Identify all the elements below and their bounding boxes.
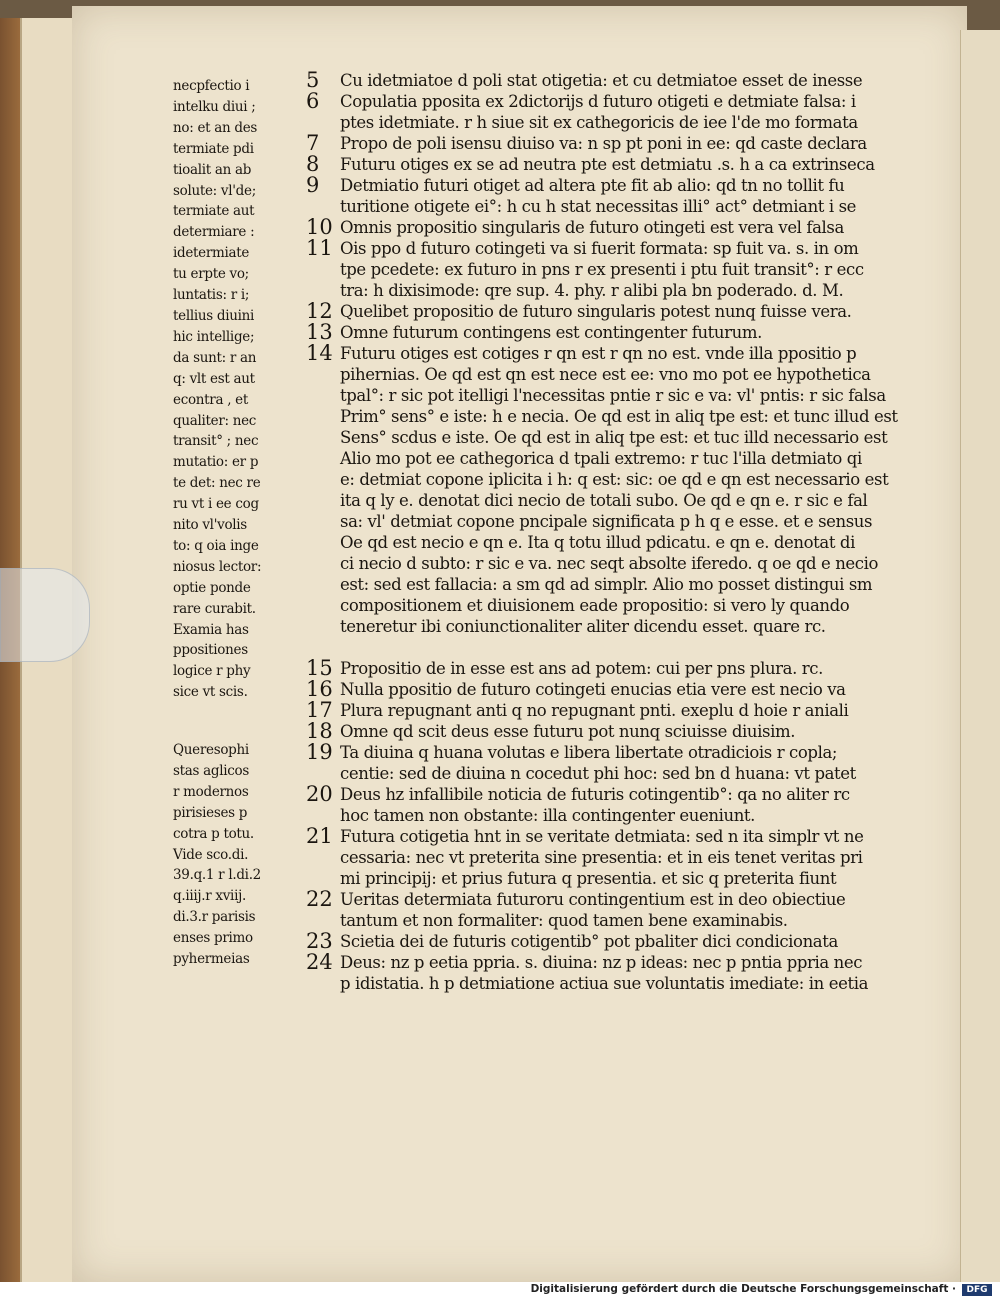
proposition-number: 10: [306, 215, 333, 239]
gloss-line: econtra , et: [173, 391, 248, 408]
gloss-line: solute: vl'de;: [173, 182, 256, 199]
line-text: Scietia dei de futuris cotigentib° pot pbaliter dici condicionata: [340, 932, 838, 951]
gloss-line: nito vl'volis: [173, 517, 247, 534]
text-line: [306, 301, 966, 322]
line-text: Alio mo pot ee cathegorica d tpali extremo: r tuc l'illa detmiato qi: [340, 449, 862, 468]
gloss-line: da sunt: r an: [173, 349, 257, 366]
line-text: tpe pcedete: ex futuro in pns r ex presenti i ptu fuit transit°: r ecc: [340, 260, 864, 279]
line-text: Ois ppo d futuro cotingeti va si fuerit formata: sp fuit va. s. in om: [340, 239, 859, 258]
line-text: centie: sed de diuina n cocedut phi hoc: sed bn d huana: vt patet: [340, 764, 856, 783]
gloss-line: stas aglicos: [173, 762, 249, 779]
proposition-number: 24: [306, 950, 333, 974]
proposition-number: 19: [306, 740, 333, 764]
gloss-line: sice vt scis.: [173, 684, 248, 701]
main-text-column: [306, 70, 966, 994]
gloss-line: hic intellige;: [173, 328, 255, 345]
gloss-line: optie ponde: [173, 579, 251, 596]
line-text: hoc tamen non obstante: illa contingenter eueniunt.: [340, 806, 756, 825]
text-line: [306, 490, 966, 511]
line-text: Propo de poli isensu diuiso va: n sp pt poni in ee: qd caste declara: [340, 134, 867, 153]
gloss-line: mutatio: er p: [173, 454, 259, 471]
line-text: pihernias. Oe qd est qn est nece est ee: vno mo pot ee hypothetica: [340, 365, 871, 384]
proposition-number: 14: [306, 341, 333, 365]
gloss-line: di.3.r parisis: [173, 909, 256, 926]
line-text: Deus hz infallibile noticia de futuris cotingentib°: qa no aliter rc: [340, 785, 850, 804]
gloss-line: rare curabit.: [173, 600, 256, 617]
text-line: [306, 952, 966, 973]
gloss-line: intelku diui ;: [173, 98, 256, 115]
gloss-line: logice r phy: [173, 663, 251, 680]
text-line: [306, 742, 966, 763]
gloss-line: pirisieses p: [173, 804, 248, 821]
gloss-line: pyhermeias: [173, 951, 250, 968]
gloss-line: Vide sco.di.: [173, 846, 249, 863]
scanner-clip: [0, 568, 90, 662]
line-text: compositionem et diuisionem eade propositio: si vero ly quando: [340, 596, 850, 615]
proposition-number: 13: [306, 320, 333, 344]
proposition-number: 16: [306, 677, 333, 701]
dfg-logo: DFG: [962, 1284, 992, 1296]
text-line: [306, 364, 966, 385]
text-line: [306, 91, 966, 112]
proposition-number: 12: [306, 299, 333, 323]
line-text: cessaria: nec vt preterita sine presentia: et in eis tenet veritas pri: [340, 848, 863, 867]
text-line: [306, 973, 966, 994]
gloss-line: qualiter: nec: [173, 412, 257, 429]
gloss-line: tellius diuini: [173, 307, 255, 324]
text-line: [306, 112, 966, 133]
gloss-line: Queresophi: [173, 742, 249, 758]
text-line: [306, 784, 966, 805]
text-line: [306, 868, 966, 889]
line-text: est: sed est fallacia: a sm qd ad simplr. Alio mo posset distingui sm: [340, 575, 873, 594]
line-text: Ueritas determiata futuroru contingentium est in deo obiectiue: [340, 890, 846, 909]
text-line: [306, 154, 966, 175]
text-line: [306, 448, 966, 469]
text-line: [306, 763, 966, 784]
line-text: Futuru otiges est cotiges r qn est r qn no est. vnde illa ppositio p: [340, 344, 857, 363]
gloss-line: te det: nec re: [173, 475, 261, 492]
line-text: sa: vl' detmiat copone pncipale significata p h q e esse. et e sensus: [340, 512, 873, 531]
text-line: [306, 847, 966, 868]
line-text: Prim° sens° e iste: h e necia. Oe qd est in aliq tpe est: et tunc illud est: [340, 407, 898, 426]
gloss-line: q.iiij.r xviij.: [173, 888, 246, 905]
line-text: e: detmiat copone iplicita i h: q est: sic: oe qd e qn est necessario est: [340, 470, 889, 489]
line-text: Deus: nz p eetia ppria. s. diuina: nz p ideas: nec p pntia ppria nec: [340, 953, 863, 972]
gloss-line: idetermiate: [173, 245, 250, 262]
line-text: p idistatia. h p detmiatione actiua sue voluntatis imediate: in eetia: [340, 974, 869, 993]
text-line: [306, 805, 966, 826]
line-text: Omne qd scit deus esse futuru pot nunq sciuisse diuisim.: [340, 722, 796, 741]
line-text: turitione otigete ei°: h cu h stat necessitas illi° act° detmiant i se: [340, 197, 857, 216]
text-line: [306, 658, 966, 679]
text-line: [306, 700, 966, 721]
line-text: Plura repugnant anti q no repugnant pnti. exeplu d hoie r aniali: [340, 701, 849, 720]
text-line: [306, 427, 966, 448]
gloss-line: no: et an des: [173, 119, 258, 136]
proposition-number: 7: [306, 131, 320, 155]
gloss-line: q: vlt est aut: [173, 370, 255, 387]
text-line: [306, 910, 966, 931]
text-line: [306, 175, 966, 196]
proposition-number: 17: [306, 698, 333, 722]
text-line: [306, 574, 966, 595]
gloss-line: luntatis: r i;: [173, 287, 250, 304]
text-line: [306, 553, 966, 574]
line-text: ita q ly e. denotat dici necio de totali subo. Oe qd e qn e. r sic e fal: [340, 491, 868, 510]
gloss-line: to: q oia inge: [173, 537, 259, 554]
line-text: tra: h dixisimode: qre sup. 4. phy. r alibi pla bn poderado. d. M.: [340, 281, 844, 300]
gloss-line: tu erpte vo;: [173, 266, 249, 283]
text-line: [306, 259, 966, 280]
gloss-line: enses primo: [173, 930, 253, 947]
line-text: Quelibet propositio de futuro singularis potest nunq fuisse vera.: [340, 302, 852, 321]
proposition-number: 21: [306, 824, 333, 848]
proposition-number: 22: [306, 887, 333, 911]
proposition-number: 5: [306, 70, 320, 92]
gloss-line: r modernos: [173, 783, 249, 800]
line-text: mi principij: et prius futura q presentia. et sic q preterita fiunt: [340, 869, 837, 888]
text-line: [306, 217, 966, 238]
proposition-number: 15: [306, 656, 333, 680]
gloss-line: necpfectio i: [173, 78, 250, 94]
proposition-number: 6: [306, 89, 320, 113]
text-line: [306, 532, 966, 553]
proposition-number: 9: [306, 173, 320, 197]
text-line: [306, 637, 966, 658]
text-line: [306, 133, 966, 154]
margin-gloss-bottom: [173, 740, 298, 970]
line-text: Cu idetmiatoe d poli stat otigetia: et cu detmiatoe esset de inesse: [340, 71, 863, 90]
text-line: [306, 406, 966, 427]
line-text: Futuru otiges ex se ad neutra pte est detmiatu .s. h a ca extrinseca: [340, 155, 875, 174]
text-line: [306, 931, 966, 952]
line-text: ci necio d subto: r sic e va. nec seqt absolte iferedo. q oe qd e necio: [340, 554, 879, 573]
proposition-number: 8: [306, 152, 320, 176]
gloss-line: cotra p totu.: [173, 825, 254, 842]
proposition-number: 18: [306, 719, 333, 743]
text-line: [306, 343, 966, 364]
line-text: Sens° scdus e iste. Oe qd est in aliq tpe est: et tuc illd necessario est: [340, 428, 888, 447]
proposition-number: 23: [306, 929, 333, 953]
text-line: [306, 280, 966, 301]
proposition-number: 20: [306, 782, 333, 806]
gloss-line: 39.q.1 r l.di.2: [173, 867, 261, 884]
gloss-line: termiate pdi: [173, 140, 254, 157]
text-line: [306, 196, 966, 217]
text-line: [306, 679, 966, 700]
footer-bar: [0, 1282, 1000, 1299]
gloss-line: transit° ; nec: [173, 433, 259, 450]
line-text: tpal°: r sic pot itelligi l'necessitas pntie r sic e va: vl' pntis: r sic falsa: [340, 386, 886, 405]
line-text: Omne futurum contingens est contingenter futurum.: [340, 323, 762, 342]
text-line: [306, 238, 966, 259]
text-line: [306, 826, 966, 847]
gloss-line: Examia has: [173, 621, 249, 638]
line-text: Oe qd est necio e qn e. Ita q totu illud pdicatu. e qn e. denotat di: [340, 533, 855, 552]
facing-page-edge: [960, 30, 1000, 1282]
line-text: Copulatia pposita ex 2dictorijs d futuro otigeti e detmiate falsa: i: [340, 92, 856, 111]
text-line: [306, 511, 966, 532]
gloss-line: termiate aut: [173, 203, 255, 220]
line-text: Propositio de in esse est ans ad potem: cui per pns plura. rc.: [340, 659, 823, 678]
line-text: tantum et non formaliter: quod tamen bene examinabis.: [340, 911, 788, 930]
text-line: [306, 721, 966, 742]
gloss-line: ppositiones: [173, 642, 248, 659]
text-line: [306, 322, 966, 343]
text-line: [306, 889, 966, 910]
gloss-line: determiare :: [173, 224, 255, 241]
margin-gloss-top: [173, 76, 298, 703]
text-line: [306, 385, 966, 406]
gloss-line: niosus lector:: [173, 558, 262, 575]
text-line: [306, 469, 966, 490]
proposition-number: 11: [306, 236, 333, 260]
line-text: Nulla ppositio de futuro cotingeti enucias etia vere est necio va: [340, 680, 846, 699]
line-text: Detmiatio futuri otiget ad altera pte fit ab alio: qd tn no tollit fu: [340, 176, 845, 195]
funding-credit: Digitalisierung gefördert durch die Deutsche Forschungsgemeinschaft ·: [530, 1283, 956, 1295]
line-text: ptes idetmiate. r h siue sit ex cathegoricis de iee l'de mo formata: [340, 113, 858, 132]
line-text: Futura cotigetia hnt in se veritate detmiata: sed n ita simplr vt ne: [340, 827, 864, 846]
gloss-line: tioalit an ab: [173, 161, 252, 178]
text-line: [306, 70, 966, 91]
line-text: teneretur ibi coniunctionaliter aliter dicendu esset. quare rc.: [340, 617, 826, 636]
line-text: Omnis propositio singularis de futuro otingeti est vera vel falsa: [340, 218, 844, 237]
text-line: [306, 616, 966, 637]
text-line: [306, 595, 966, 616]
line-text: Ta diuina q huana volutas e libera libertate otradiciois r copla;: [340, 743, 838, 762]
gloss-line: ru vt i ee cog: [173, 496, 259, 513]
